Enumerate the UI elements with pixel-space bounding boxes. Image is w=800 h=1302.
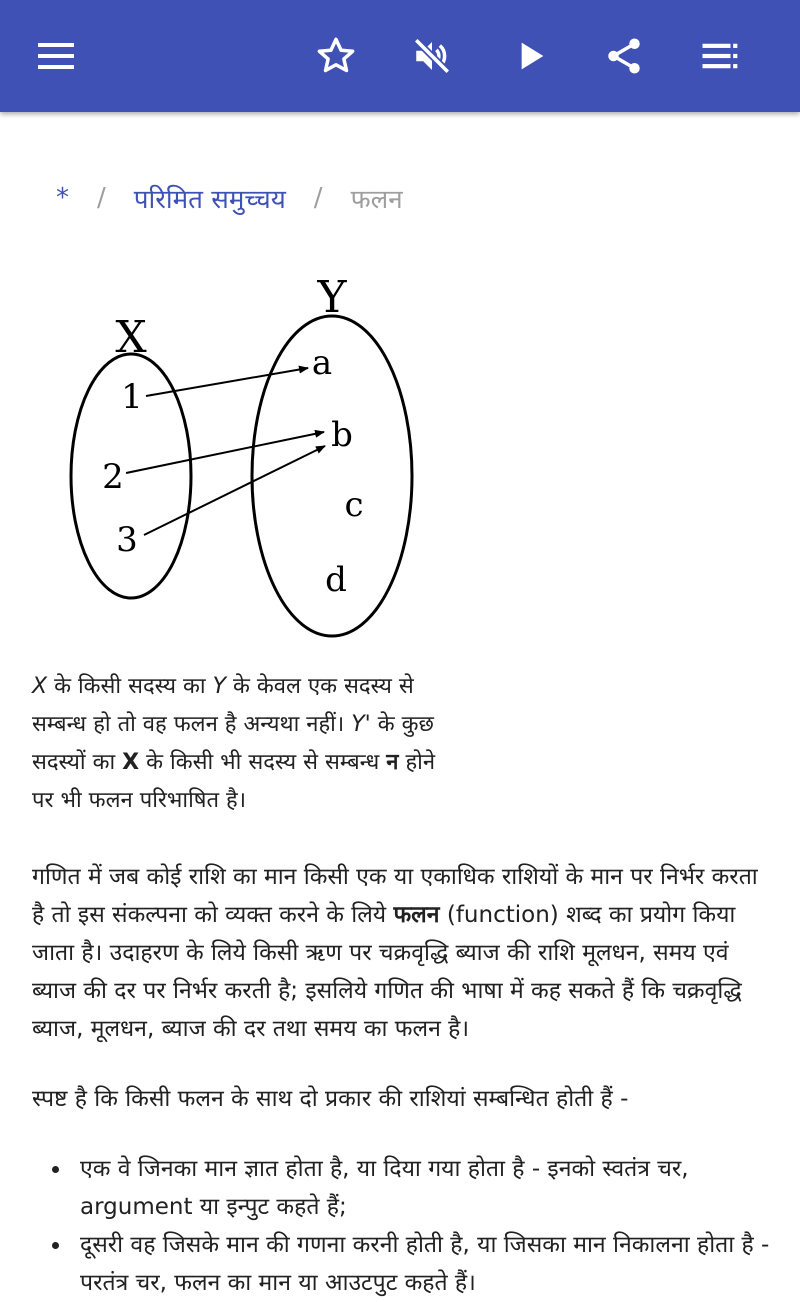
list-item: एक वे जिनका मान ज्ञात होता है, या दिया गया होता है - इनको स्वतंत्र चर, argument या इन्पुट कहते हैं; bbox=[32, 1150, 772, 1226]
x-element: 3 bbox=[116, 520, 138, 560]
set-x-label: X bbox=[115, 312, 147, 363]
volume-off-icon[interactable] bbox=[404, 28, 460, 84]
diagram-caption bbox=[32, 668, 452, 820]
paragraph-text: (function) शब्द का प्रयोग किया जाता है। उदाहरण के लिये किसी ऋण पर चक्रवृद्धि ब्याज की राशि मूलधन, समय एवं ब्याज की दर पर निर्भर करती है; इसलिये गणित की भाषा में कह सकते हैं कि चक्रवृद्धि ब्याज, मूलधन, ब्याज की दर तथा समय का फलन है। bbox=[32, 902, 742, 1042]
caption-text: न bbox=[386, 750, 399, 775]
breadcrumb-root-link[interactable]: * bbox=[56, 183, 69, 213]
caption-text: के किसी भी सदस्य से सम्बन्ध bbox=[139, 750, 387, 775]
x-element: 1 bbox=[121, 377, 143, 417]
article-paragraph bbox=[32, 858, 772, 1048]
caption-text: Y bbox=[351, 712, 365, 737]
caption-text: X bbox=[122, 750, 140, 775]
play-icon[interactable] bbox=[502, 28, 558, 84]
share-icon[interactable] bbox=[596, 28, 652, 84]
paragraph-bold-term: फलन bbox=[393, 902, 440, 928]
caption-text: के केवल एक सदस्य से सम्बन्ध हो तो वह फलन है अन्यथा नहीं। bbox=[32, 674, 414, 737]
function-mapping-diagram bbox=[40, 262, 440, 652]
paragraph-text: गणित में जब कोई राशि का मान किसी एक या एकाधिक राशियों के मान पर निर्भर करता है तो इस संकल्पना को व्यक्त करने के लिये bbox=[32, 864, 758, 928]
y-element: c bbox=[344, 485, 364, 525]
article-paragraph: स्पष्ट है कि किसी फलन के साथ दो प्रकार की राशियां सम्बन्धित होती हैं - bbox=[32, 1086, 629, 1112]
mapping-arrow bbox=[126, 432, 324, 473]
caption-text: के किसी सदस्य का bbox=[47, 674, 213, 699]
menu-icon[interactable] bbox=[28, 28, 84, 84]
breadcrumb-parent-link[interactable]: परिमित समुच्चय bbox=[133, 185, 286, 215]
breadcrumb-separator: / bbox=[313, 183, 323, 213]
caption-text: X bbox=[32, 674, 48, 699]
breadcrumb bbox=[56, 178, 403, 218]
set-y-label: Y bbox=[317, 272, 347, 323]
x-element: 2 bbox=[102, 457, 124, 497]
caption-text: ' के कुछ सदस्यों का bbox=[32, 712, 434, 775]
list-icon[interactable] bbox=[692, 28, 748, 84]
app-toolbar bbox=[0, 0, 800, 112]
mapping-arrow bbox=[144, 446, 325, 535]
list-item: दूसरी वह जिसके मान की गणना करनी होती है, या जिसका मान निकालना होता है - परतंत्र चर, फलन का मान या आउटपुट कहते हैं। bbox=[32, 1226, 772, 1302]
breadcrumb-separator: / bbox=[97, 183, 106, 213]
y-element: d bbox=[325, 560, 347, 600]
caption-text: होने पर भी फलन परिभाषित है। bbox=[32, 750, 436, 813]
caption-text: Y bbox=[212, 674, 227, 699]
y-element: b bbox=[331, 415, 353, 455]
y-element: a bbox=[311, 343, 333, 383]
bullet-list bbox=[32, 1150, 772, 1302]
breadcrumb-current: फलन bbox=[350, 185, 403, 215]
star-icon[interactable] bbox=[308, 28, 364, 84]
